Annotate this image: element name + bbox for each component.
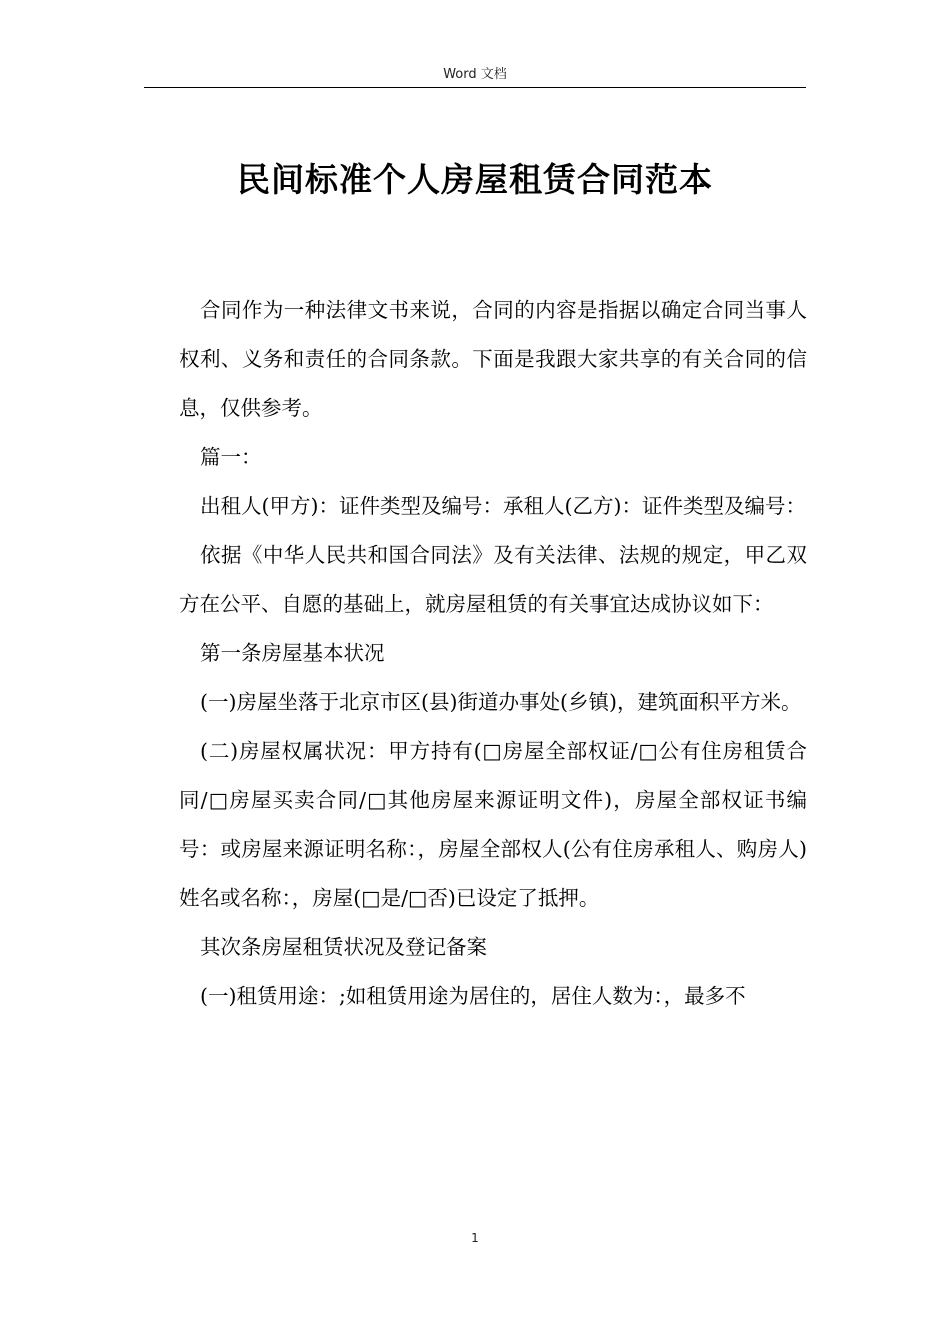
paragraph-section-label: 篇一： bbox=[200, 445, 262, 469]
paragraph-article-2-heading: 其次条房屋租赁状况及登记备案 bbox=[200, 935, 487, 959]
paragraph-article-2-item-1: (一)租赁用途：;如租赁用途为居住的，居住人数为：，最多不 bbox=[200, 984, 746, 1008]
page-header: Word 文档 bbox=[443, 67, 507, 82]
paragraph-basis: 依据《中华人民共和国合同法》及有关法律、法规的规定，甲乙双方在公平、自愿的基础上，就房屋租赁的有关事宜达成协议如下： bbox=[179, 543, 807, 616]
document-title: 民间标准个人房屋租赁合同范本 bbox=[237, 160, 713, 199]
header-divider bbox=[144, 87, 806, 88]
page-number: 1 bbox=[471, 1231, 479, 1245]
paragraph-article-1-item-1: (一)房屋坐落于北京市区(县)街道办事处(乡镇)，建筑面积平方米。 bbox=[200, 690, 802, 714]
paragraph-article-1-item-2: (二)房屋权属状况：甲方持有(□房屋全部权证/□公有住房租赁合同/□房屋买卖合同/□其他房屋来源证明文件)，房屋全部权证书编号：或房屋来源证明名称：，房屋全部权人(公有住房承租人、购房人)姓名或名称：，房屋(□是/□否)已设定了抵押。 bbox=[179, 739, 807, 910]
paragraph-article-1-heading: 第一条房屋基本状况 bbox=[200, 641, 385, 665]
paragraph-parties: 出租人(甲方)：证件类型及编号：承租人(乙方)：证件类型及编号： bbox=[200, 494, 806, 518]
paragraph-intro: 合同作为一种法律文书来说，合同的内容是指据以确定合同当事人权利、义务和责任的合同条款。下面是我跟大家共享的有关合同的信息，仅供参考。 bbox=[179, 298, 807, 420]
document-body bbox=[179, 286, 807, 1021]
